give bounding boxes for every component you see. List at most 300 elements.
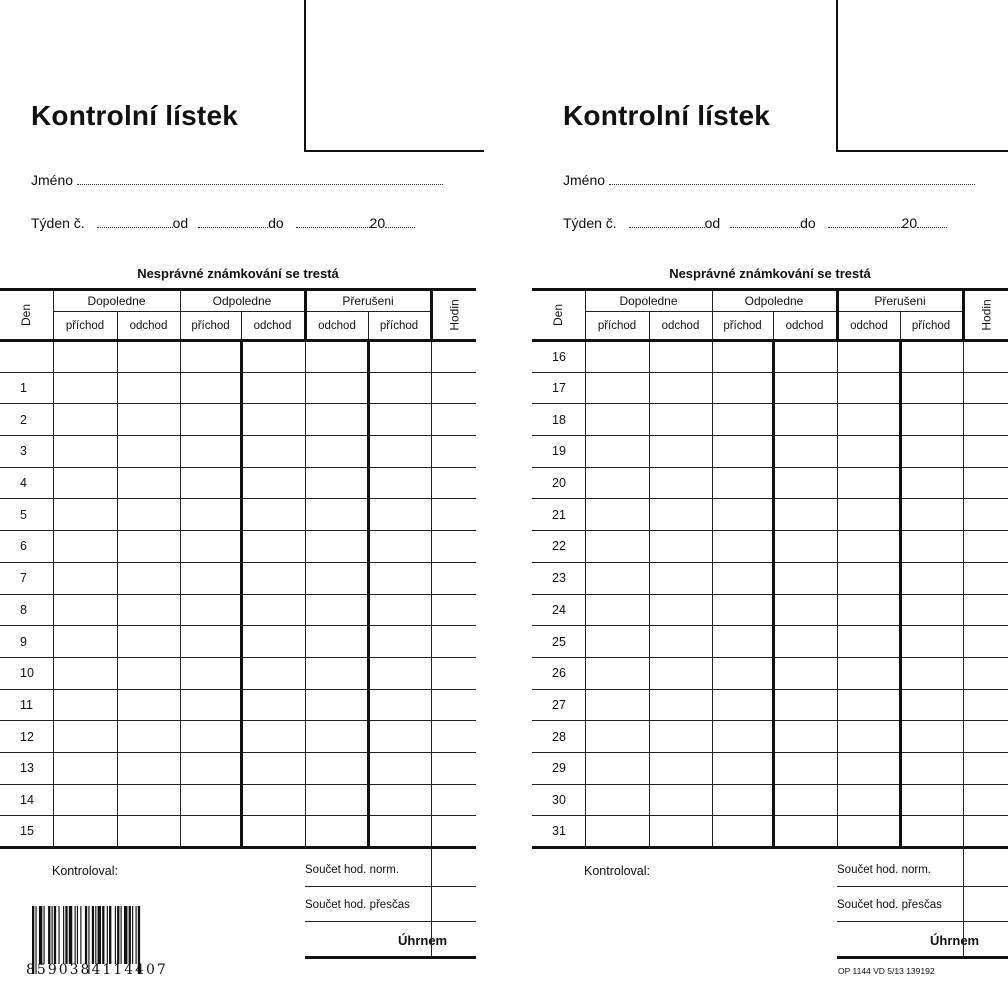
time-cell[interactable] [368, 626, 431, 658]
time-cell[interactable] [53, 436, 117, 468]
time-cell[interactable] [431, 784, 476, 816]
sum-normal-field[interactable] [963, 848, 964, 886]
time-cell[interactable] [712, 372, 773, 404]
time-cell[interactable] [431, 531, 476, 563]
time-cell[interactable] [431, 372, 476, 404]
time-cell[interactable] [241, 404, 305, 436]
barcode-bar [95, 906, 96, 964]
sum-normal-field[interactable] [431, 848, 432, 886]
time-cell[interactable] [773, 721, 837, 753]
time-cell[interactable] [431, 816, 476, 848]
time-cell[interactable] [241, 594, 305, 626]
sums-block [305, 852, 476, 959]
time-cell[interactable] [900, 404, 963, 436]
time-cell[interactable] [585, 436, 649, 468]
time-cell[interactable] [117, 626, 180, 658]
time-cell[interactable] [368, 372, 431, 404]
day-number: 19 [532, 436, 585, 468]
time-cell[interactable] [712, 689, 773, 721]
time-cell[interactable] [53, 467, 117, 499]
to-label: do [800, 215, 816, 231]
year-prefix: 20 [369, 215, 386, 231]
time-cell[interactable] [117, 721, 180, 753]
time-cell[interactable] [305, 531, 368, 563]
time-cell[interactable] [585, 467, 649, 499]
barcode-bar [77, 906, 78, 964]
time-cell[interactable] [585, 816, 649, 848]
name-field[interactable] [77, 174, 443, 185]
time-cell[interactable] [837, 341, 900, 373]
day-number: 7 [0, 562, 53, 594]
time-cell[interactable] [241, 752, 305, 784]
time-cell[interactable] [963, 531, 1008, 563]
time-cell[interactable] [963, 341, 1008, 373]
time-cell[interactable] [305, 562, 368, 594]
time-cell[interactable] [431, 594, 476, 626]
time-cell[interactable] [773, 341, 837, 373]
time-cell[interactable] [963, 562, 1008, 594]
time-cell[interactable] [53, 594, 117, 626]
total-field[interactable] [431, 922, 432, 956]
time-cell[interactable] [180, 467, 241, 499]
barcode-number: 8590384114407 [26, 962, 168, 978]
time-cell[interactable] [180, 594, 241, 626]
attendance-table [0, 288, 476, 849]
time-cell[interactable] [649, 562, 712, 594]
time-cell[interactable] [837, 657, 900, 689]
time-cell[interactable] [305, 467, 368, 499]
barcode-bar [85, 906, 87, 964]
time-cell[interactable] [837, 689, 900, 721]
week-label: Týden č. [563, 215, 617, 231]
time-cell[interactable] [900, 372, 963, 404]
subheader-morning-departure: odchod [649, 312, 712, 341]
time-cell[interactable] [963, 404, 1008, 436]
time-cell[interactable] [585, 499, 649, 531]
subheader-afternoon-departure: odchod [241, 312, 305, 341]
day-header: Den [0, 290, 53, 341]
time-cell[interactable] [712, 562, 773, 594]
barcode-bar [92, 906, 94, 964]
day-row [0, 531, 476, 563]
time-cell[interactable] [773, 689, 837, 721]
time-cell[interactable] [773, 657, 837, 689]
day-row [532, 341, 1008, 373]
time-cell[interactable] [837, 436, 900, 468]
time-cell[interactable] [241, 816, 305, 848]
day-number: 29 [532, 752, 585, 784]
time-cell[interactable] [963, 626, 1008, 658]
time-cell[interactable] [117, 341, 180, 373]
time-cell[interactable] [900, 562, 963, 594]
time-cell[interactable] [649, 752, 712, 784]
time-cell[interactable] [649, 467, 712, 499]
time-cell[interactable] [53, 404, 117, 436]
photo-box [836, 0, 1008, 152]
day-number: 17 [532, 372, 585, 404]
time-cell[interactable] [900, 436, 963, 468]
time-cell[interactable] [585, 689, 649, 721]
time-cell[interactable] [963, 784, 1008, 816]
from-date-field[interactable] [198, 217, 268, 228]
time-cell[interactable] [368, 404, 431, 436]
time-cell[interactable] [431, 436, 476, 468]
time-cell[interactable] [305, 341, 368, 373]
time-cell[interactable] [900, 594, 963, 626]
time-cell[interactable] [368, 752, 431, 784]
time-cell[interactable] [117, 404, 180, 436]
time-cell[interactable] [241, 372, 305, 404]
time-cell[interactable] [649, 657, 712, 689]
day-number: 9 [0, 626, 53, 658]
time-cell[interactable] [963, 594, 1008, 626]
time-cell[interactable] [712, 784, 773, 816]
time-cell[interactable] [53, 372, 117, 404]
time-cell[interactable] [117, 784, 180, 816]
time-cell[interactable] [368, 467, 431, 499]
time-cell[interactable] [241, 626, 305, 658]
time-cell[interactable] [649, 816, 712, 848]
time-cell[interactable] [773, 372, 837, 404]
time-cell[interactable] [431, 657, 476, 689]
time-cell[interactable] [117, 372, 180, 404]
day-number: 4 [0, 467, 53, 499]
to-date-field[interactable] [296, 217, 370, 228]
time-cell[interactable] [649, 784, 712, 816]
time-cell[interactable] [305, 594, 368, 626]
group-header-afternoon: Odpoledne [180, 290, 305, 312]
time-cell[interactable] [368, 816, 431, 848]
time-cell[interactable] [837, 467, 900, 499]
time-cell[interactable] [649, 404, 712, 436]
time-cell[interactable] [649, 721, 712, 753]
time-cell[interactable] [117, 689, 180, 721]
time-cell[interactable] [585, 626, 649, 658]
time-cell[interactable] [585, 752, 649, 784]
time-cell[interactable] [963, 721, 1008, 753]
name-field[interactable] [609, 174, 975, 185]
time-cell[interactable] [431, 562, 476, 594]
time-cell[interactable] [241, 657, 305, 689]
barcode-bar [58, 906, 59, 964]
time-cell[interactable] [773, 816, 837, 848]
time-cell[interactable] [773, 499, 837, 531]
day-number: 8 [0, 594, 53, 626]
day-number: 23 [532, 562, 585, 594]
time-cell[interactable] [837, 594, 900, 626]
subheader-morning-arrival: příchod [53, 312, 117, 341]
time-cell[interactable] [712, 721, 773, 753]
time-cell[interactable] [241, 499, 305, 531]
time-cell[interactable] [368, 562, 431, 594]
time-cell[interactable] [431, 626, 476, 658]
time-cell[interactable] [180, 341, 241, 373]
barcode-bar [107, 906, 108, 964]
time-cell[interactable] [180, 562, 241, 594]
time-cell[interactable] [585, 341, 649, 373]
day-row [532, 626, 1008, 658]
time-cell[interactable] [241, 784, 305, 816]
time-cell[interactable] [431, 404, 476, 436]
time-cell[interactable] [53, 562, 117, 594]
time-cell[interactable] [180, 752, 241, 784]
time-cell[interactable] [712, 499, 773, 531]
time-cell[interactable] [712, 816, 773, 848]
day-row [0, 372, 476, 404]
time-cell[interactable] [117, 752, 180, 784]
time-cell[interactable] [431, 499, 476, 531]
time-cell[interactable] [585, 721, 649, 753]
time-cell[interactable] [180, 816, 241, 848]
time-cell[interactable] [305, 404, 368, 436]
day-number: 25 [532, 626, 585, 658]
time-cell[interactable] [368, 657, 431, 689]
time-cell[interactable] [900, 531, 963, 563]
time-cell[interactable] [53, 721, 117, 753]
week-number-field[interactable] [97, 217, 173, 228]
time-cell[interactable] [649, 436, 712, 468]
time-cell[interactable] [431, 341, 476, 373]
time-cell[interactable] [431, 467, 476, 499]
time-cell[interactable] [368, 721, 431, 753]
time-cell[interactable] [773, 531, 837, 563]
day-row [0, 752, 476, 784]
time-cell[interactable] [649, 689, 712, 721]
time-cell[interactable] [180, 531, 241, 563]
time-cell[interactable] [900, 499, 963, 531]
time-cell[interactable] [180, 721, 241, 753]
time-cell[interactable] [180, 689, 241, 721]
time-cell[interactable] [241, 689, 305, 721]
time-cell[interactable] [368, 499, 431, 531]
time-cell[interactable] [900, 626, 963, 658]
time-cell[interactable] [180, 657, 241, 689]
total-label: Úhrnem [930, 933, 980, 948]
time-cell[interactable] [712, 626, 773, 658]
time-cell[interactable] [431, 689, 476, 721]
time-cell[interactable] [305, 436, 368, 468]
time-cell[interactable] [53, 531, 117, 563]
from-date-field[interactable] [730, 217, 800, 228]
time-cell[interactable] [649, 341, 712, 373]
subheader-morning-arrival: příchod [585, 312, 649, 341]
week-number-field[interactable] [629, 217, 705, 228]
time-cell[interactable] [305, 689, 368, 721]
time-cell[interactable] [712, 404, 773, 436]
time-cell[interactable] [773, 467, 837, 499]
barcode-bar [80, 906, 81, 964]
time-cell[interactable] [117, 531, 180, 563]
time-cell[interactable] [305, 499, 368, 531]
time-cell[interactable] [585, 372, 649, 404]
time-cell[interactable] [368, 689, 431, 721]
time-cell[interactable] [241, 341, 305, 373]
time-cell[interactable] [900, 784, 963, 816]
time-cell[interactable] [649, 372, 712, 404]
time-cell[interactable] [773, 784, 837, 816]
time-cell[interactable] [368, 594, 431, 626]
time-cell[interactable] [712, 436, 773, 468]
time-cell[interactable] [649, 626, 712, 658]
sum-overtime-label: Součet hod. přesčas [305, 899, 410, 911]
time-cell[interactable] [585, 784, 649, 816]
time-cell[interactable] [837, 531, 900, 563]
time-cell[interactable] [117, 562, 180, 594]
time-cell[interactable] [53, 689, 117, 721]
time-cell[interactable] [963, 752, 1008, 784]
sum-overtime-field[interactable] [963, 883, 964, 921]
time-cell[interactable] [773, 752, 837, 784]
time-cell[interactable] [837, 752, 900, 784]
time-cell[interactable] [837, 816, 900, 848]
time-cell[interactable] [585, 657, 649, 689]
day-row [0, 341, 476, 373]
day-number: 30 [532, 784, 585, 816]
name-line [563, 172, 975, 188]
day-number: 28 [532, 721, 585, 753]
time-cell[interactable] [773, 562, 837, 594]
time-cell[interactable] [53, 752, 117, 784]
time-cell[interactable] [900, 341, 963, 373]
sum-overtime-field[interactable] [431, 883, 432, 921]
time-cell[interactable] [900, 657, 963, 689]
time-cell[interactable] [241, 436, 305, 468]
time-cell[interactable] [53, 626, 117, 658]
time-cell[interactable] [117, 594, 180, 626]
hours-header: Hodin [431, 290, 476, 341]
time-cell[interactable] [963, 372, 1008, 404]
total-field[interactable] [963, 922, 964, 956]
time-cell[interactable] [963, 689, 1008, 721]
checked-by-label: Kontroloval: [584, 864, 651, 878]
time-cell[interactable] [837, 404, 900, 436]
time-cell[interactable] [963, 657, 1008, 689]
time-cell[interactable] [305, 721, 368, 753]
time-cell[interactable] [180, 784, 241, 816]
to-date-field[interactable] [828, 217, 902, 228]
time-cell[interactable] [53, 816, 117, 848]
time-cell[interactable] [712, 341, 773, 373]
time-cell[interactable] [117, 816, 180, 848]
day-row [532, 436, 1008, 468]
time-cell[interactable] [241, 467, 305, 499]
time-cell[interactable] [117, 499, 180, 531]
time-cell[interactable] [431, 721, 476, 753]
barcode-bar [102, 906, 104, 964]
time-cell[interactable] [837, 721, 900, 753]
subheader-break-arrival: příchod [900, 312, 963, 341]
time-cell[interactable] [712, 657, 773, 689]
time-cell[interactable] [649, 499, 712, 531]
time-cell[interactable] [241, 531, 305, 563]
time-cell[interactable] [963, 467, 1008, 499]
time-cell[interactable] [837, 499, 900, 531]
time-cell[interactable] [241, 562, 305, 594]
time-cell[interactable] [241, 721, 305, 753]
day-number: 20 [532, 467, 585, 499]
time-cell[interactable] [305, 816, 368, 848]
time-cell[interactable] [963, 816, 1008, 848]
time-cell[interactable] [117, 657, 180, 689]
time-cell[interactable] [900, 467, 963, 499]
day-number: 27 [532, 689, 585, 721]
day-row [532, 594, 1008, 626]
day-row [532, 689, 1008, 721]
time-cell[interactable] [773, 626, 837, 658]
time-cell[interactable] [712, 467, 773, 499]
time-cell[interactable] [712, 594, 773, 626]
time-cell[interactable] [585, 562, 649, 594]
time-cell[interactable] [773, 404, 837, 436]
time-cell[interactable] [773, 436, 837, 468]
time-cell[interactable] [305, 657, 368, 689]
time-cell[interactable] [900, 689, 963, 721]
barcode-bar [98, 906, 101, 964]
time-cell[interactable] [305, 626, 368, 658]
time-cell[interactable] [649, 531, 712, 563]
time-cell[interactable] [305, 784, 368, 816]
year-field[interactable] [917, 217, 947, 228]
time-cell[interactable] [180, 404, 241, 436]
time-cell[interactable] [837, 372, 900, 404]
time-cell[interactable] [585, 594, 649, 626]
time-cell[interactable] [649, 594, 712, 626]
time-cell[interactable] [117, 467, 180, 499]
time-cell[interactable] [53, 341, 117, 373]
time-cell[interactable] [837, 784, 900, 816]
time-cell[interactable] [837, 562, 900, 594]
barcode-bar [129, 906, 131, 964]
time-cell[interactable] [180, 372, 241, 404]
day-number: 5 [0, 499, 53, 531]
time-cell[interactable] [900, 721, 963, 753]
barcode-bar [63, 906, 64, 964]
day-number: 1 [0, 372, 53, 404]
time-cell[interactable] [837, 626, 900, 658]
barcode-bar [109, 906, 111, 964]
time-cell[interactable] [53, 784, 117, 816]
time-cell[interactable] [368, 436, 431, 468]
time-cell[interactable] [712, 531, 773, 563]
time-cell[interactable] [117, 436, 180, 468]
time-cell[interactable] [53, 657, 117, 689]
time-cell[interactable] [53, 499, 117, 531]
time-cell[interactable] [900, 752, 963, 784]
time-cell[interactable] [963, 436, 1008, 468]
time-cell[interactable] [180, 436, 241, 468]
time-cell[interactable] [180, 626, 241, 658]
time-cell[interactable] [305, 372, 368, 404]
time-cell[interactable] [368, 531, 431, 563]
time-cell[interactable] [712, 752, 773, 784]
day-number: 31 [532, 816, 585, 848]
time-cell[interactable] [963, 499, 1008, 531]
group-header-break: Přerušeni [305, 290, 431, 312]
barcode-bar [54, 906, 56, 964]
time-cell[interactable] [773, 594, 837, 626]
time-cell[interactable] [368, 341, 431, 373]
day-row [532, 404, 1008, 436]
time-cell[interactable] [305, 752, 368, 784]
time-cell[interactable] [585, 531, 649, 563]
subheader-afternoon-arrival: příchod [712, 312, 773, 341]
time-cell[interactable] [585, 404, 649, 436]
year-field[interactable] [385, 217, 415, 228]
time-cell[interactable] [180, 499, 241, 531]
time-cell[interactable] [368, 784, 431, 816]
time-cell[interactable] [900, 816, 963, 848]
time-cell[interactable] [431, 752, 476, 784]
